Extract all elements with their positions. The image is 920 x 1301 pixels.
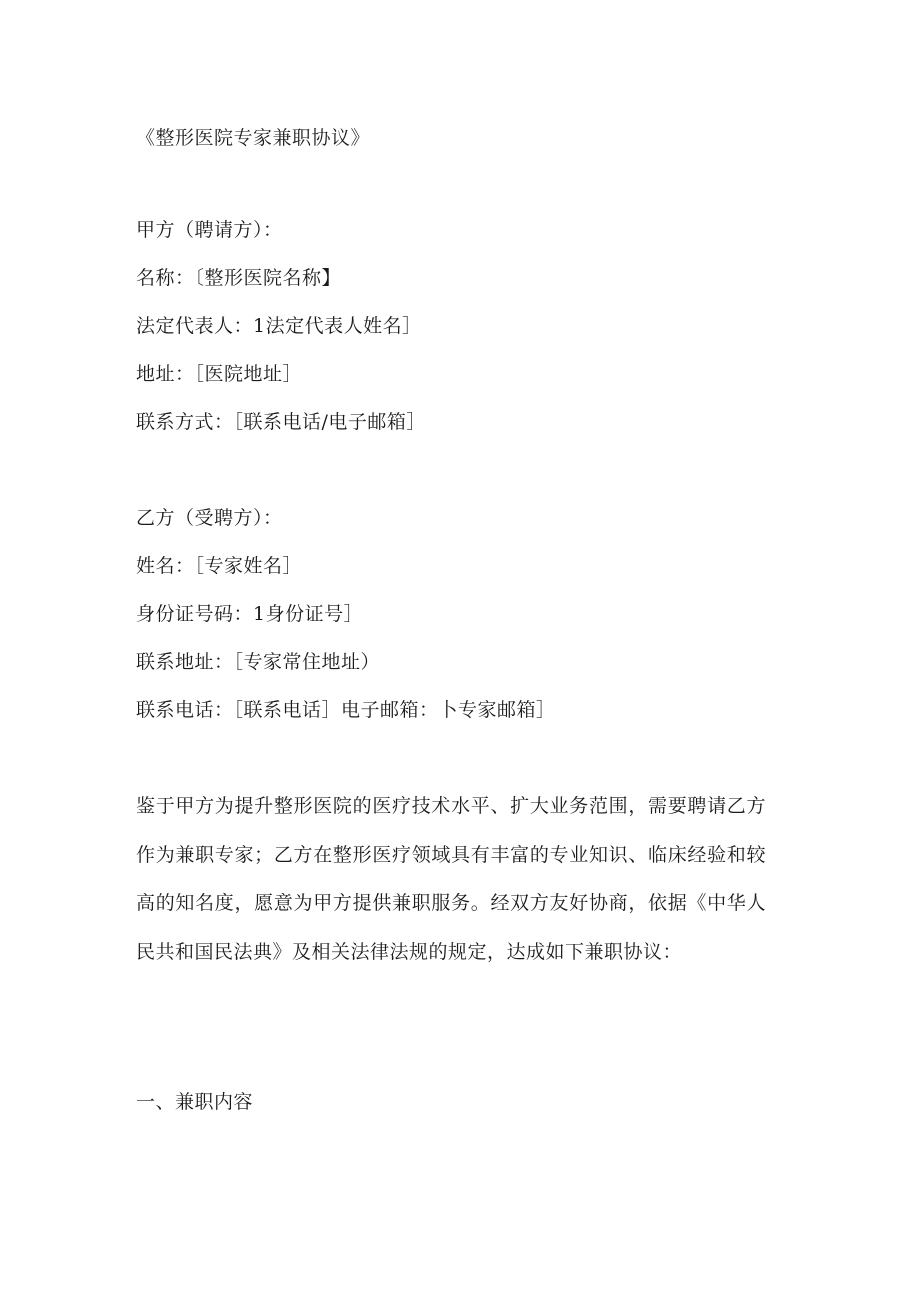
party-a-name: 名称：〔整形医院名称】 <box>136 267 342 289</box>
party-b-name: 姓名：［专家姓名］ <box>136 555 303 577</box>
party-a-address: 地址：［医院地址］ <box>136 363 303 385</box>
preamble-paragraph: 鉴于甲方为提升整形医院的医疗技术水平、扩大业务范围，需要聘请乙方作为兼职专家；乙方在整形医疗领域具有丰富的专业知识、临床经验和较高的知名度，愿意为甲方提供兼职服务。经双方友好协商，依据《中华人民共和国民法典》及相关法律法规的规定，达成如下兼职协议： <box>136 795 766 963</box>
party-a-heading: 甲方（聘请方）： <box>136 219 283 241</box>
document-title: 《整形医院专家兼职协议》 <box>136 127 371 149</box>
party-a-contact: 联系方式：［联系电话/电子邮箱］ <box>136 411 426 433</box>
party-b-heading: 乙方（受聘方）： <box>136 507 283 529</box>
section-1-heading: 一、兼职内容 <box>136 1091 254 1113</box>
party-b-address: 联系地址：［专家常住地址） <box>136 651 381 673</box>
party-b-id-number: 身份证号码：1身份证号］ <box>136 603 364 625</box>
party-a-legal-rep: 法定代表人：1法定代表人姓名］ <box>136 315 422 337</box>
party-b-contact: 联系电话：［联系电话］电子邮箱：卜专家邮箱］ <box>136 699 556 721</box>
